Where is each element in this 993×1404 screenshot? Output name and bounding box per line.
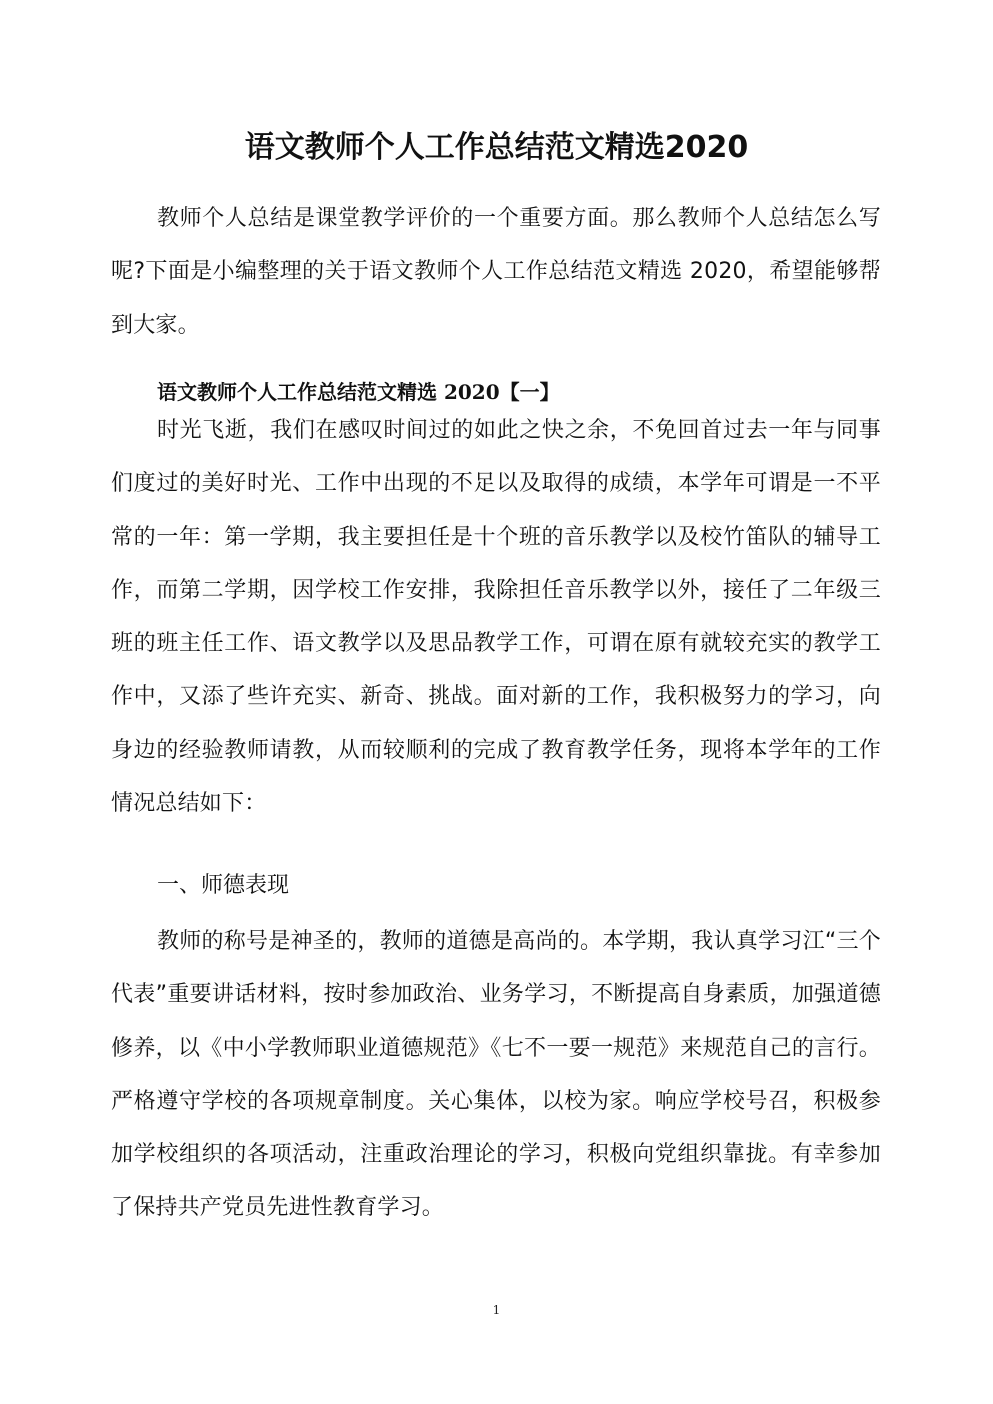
- page-number: 1: [492, 1303, 501, 1317]
- document-title: 语文教师个人工作总结范文精选2020: [244, 130, 749, 165]
- intro-paragraph: 教师个人总结是课堂教学评价的一个重要方面。那么教师个人总结怎么写呢?下面是小编整理的关于语文教师个人工作总结范文精选 2020，希望能够帮到大家。: [111, 206, 881, 338]
- subheading-ethics: 一、师德表现: [157, 873, 290, 898]
- body-paragraph-2: 教师的称号是神圣的，教师的道德是高尚的。本学期，我认真学习江“三个代表”重要讲话材料，按时参加政治、业务学习，不断提高自身素质，加强道德修养，以《中小学教师职业道德规范》《七不一要一规范》来规范自己的言行。严格遵守学校的各项规章制度。关心集体，以校为家。响应学校号召，积极参加学校组织的各项活动，注重政治理论的学习，积极向党组织靠拢。有幸参加了保持共产党员先进性教育学习。: [111, 929, 881, 1221]
- section-title: 语文教师个人工作总结范文精选 2020【一】: [157, 380, 560, 404]
- body-paragraph-1: 时光飞逝，我们在感叹时间过的如此之快之余，不免回首过去一年与同事们度过的美好时光、工作中出现的不足以及取得的成绩，本学年可谓是一不平常的一年：第一学期，我主要担任是十个班的音乐教学以及校竹笛队的辅导工作，而第二学期，因学校工作安排，我除担任音乐教学以外，接任了二年级三班的班主任工作、语文教学以及思品教学工作，可谓在原有就较充实的教学工作中，又添了些许充实、新奇、挑战。面对新的工作，我积极努力的学习，向身边的经验教师请教，从而较顺利的完成了教育教学任务，现将本学年的工作情况总结如下：: [111, 418, 881, 817]
